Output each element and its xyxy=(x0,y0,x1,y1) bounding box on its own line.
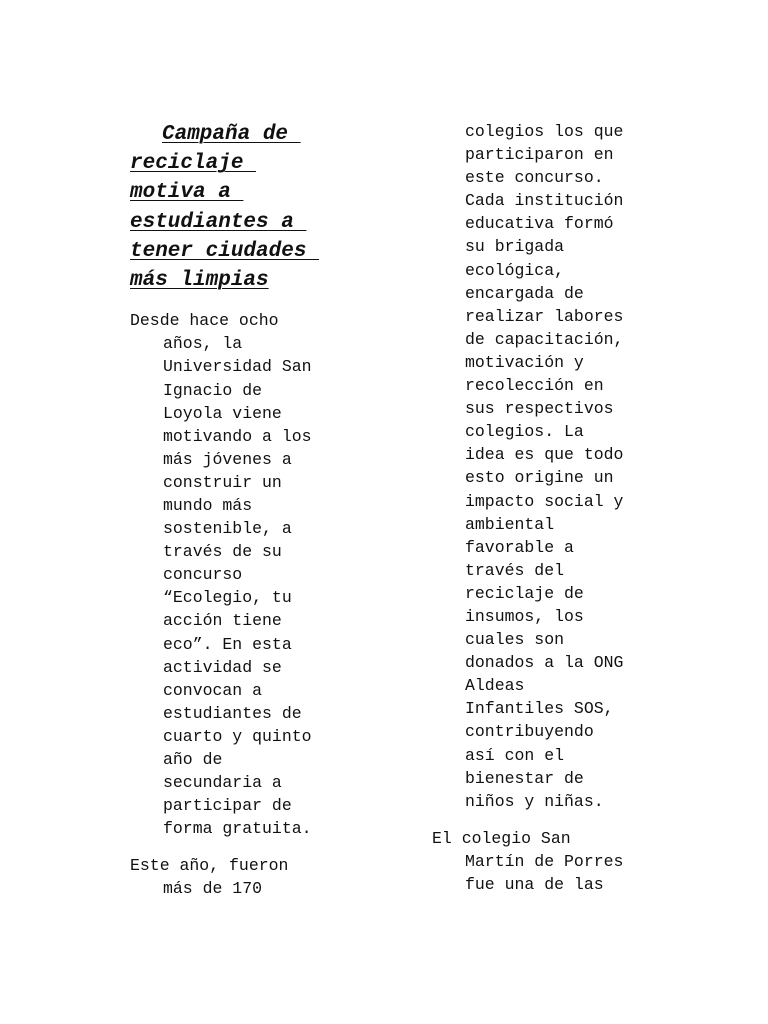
body-paragraph-1: Desde hace ocho años, la Universidad San Ignacio de Loyola viene motivando a los más jóvenes a construir un mundo más sostenible, a través de su concurso “Ecolegio, tu acción tiene eco”. En esta actividad se convocan a estudiantes de cuarto y quinto año de secundaria a participar de forma gratuita. xyxy=(130,311,312,839)
body-paragraph-2-continued: colegios los que participaron en este concurso. Cada institución educativa formó su brigada ecológica, encargada de realizar labores de capacitación, motivación y recolección en sus respectivos colegios. La idea es que todo esto origine un impacto social y ambiental favorable a través del reciclaje de insumos, los cuales son donados a la ONG Aldeas Infantiles SOS, contribuyendo así con el bienestar de niños y niñas. xyxy=(465,122,624,811)
body-paragraph-3: El colegio San Martín de Porres fue una de las xyxy=(432,828,624,894)
body-paragraph-2: Este año, fueron más de 170 xyxy=(130,856,289,899)
right-column xyxy=(432,120,732,910)
left-column xyxy=(130,120,390,915)
article-title: Campaña de reciclaje motiva a estudiantes a tener ciudades más limpias xyxy=(130,123,307,293)
